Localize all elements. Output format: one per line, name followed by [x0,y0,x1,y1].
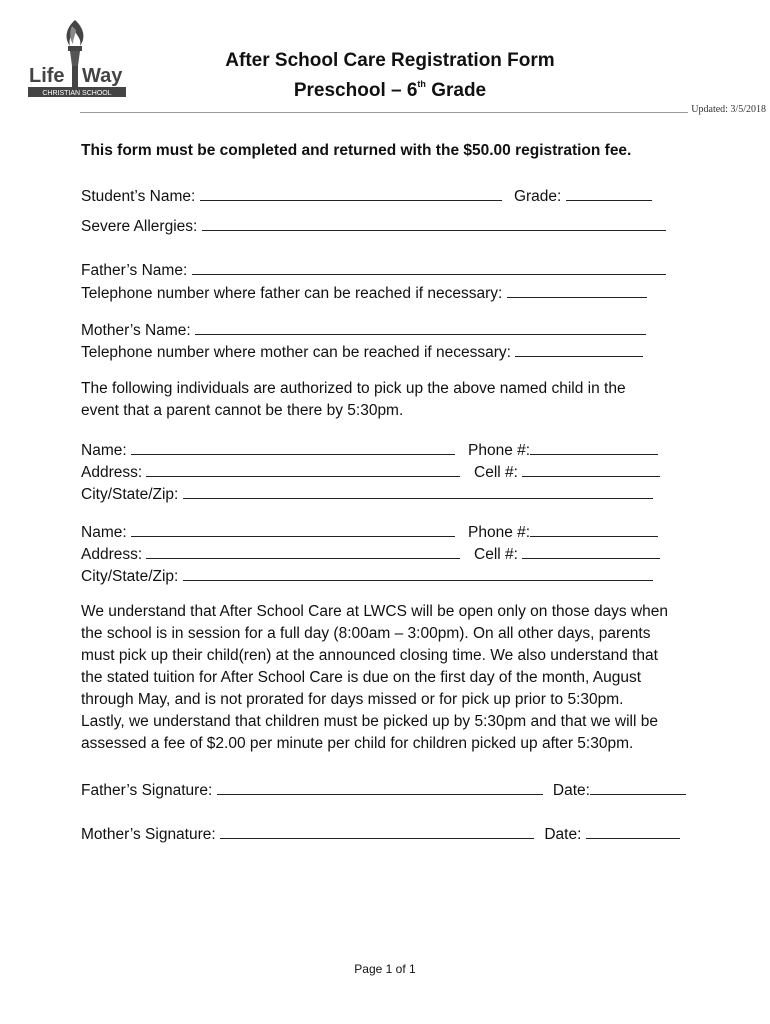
pickup1-city-row: City/State/Zip: [81,484,653,504]
father-name-row: Father’s Name: [81,260,666,280]
policy-line-6: Lastly, we understand that children must be picked up by 5:30pm and that we will be [81,713,658,730]
student-name-field[interactable] [200,186,502,201]
form-subtitle: Preschool – 6th Grade [293,78,487,101]
mother-phone-row: Telephone number where mother can be reached if necessary: [81,342,643,362]
mother-signature-row: Mother’s Signature: Date: [81,824,680,844]
policy-line-1: We understand that After School Care at LWCS will be open only on those days when [81,603,669,620]
pickup2-cell-field[interactable] [522,544,660,559]
pickup2-city-field[interactable] [183,566,653,581]
mother-name-row: Mother’s Name: [81,320,646,340]
pickup1-address-row: Address: [81,462,460,482]
father-date-field[interactable] [590,780,686,795]
logo-word-right: Way [82,65,123,87]
pickup2-address-field[interactable] [146,544,460,559]
father-signature-field[interactable] [217,780,543,795]
pickup2-phone-row: Phone #: [468,522,658,542]
pickup1-phone-field[interactable] [530,440,658,455]
pickup1-city-field[interactable] [183,484,653,499]
pickup2-address-row: Address: [81,544,460,564]
updated-date: Updated: 3/5/2018 [691,104,766,115]
form-title: After School Care Registration Form [225,50,555,71]
student-name-row: Student’s Name: Grade: [81,186,652,206]
policy-line-4: the stated tuition for After School Care is due on the first day of the month, August [81,669,642,686]
father-signature-row: Father’s Signature: Date: [81,780,686,800]
logo-word-left: Life [29,65,65,87]
pickup2-city-row: City/State/Zip: [81,566,653,586]
pickup2-name-row: Name: [81,522,455,542]
pickup1-phone-row: Phone #: [468,440,658,460]
policy-line-5: through May, and is not prorated for days missed or for pick up prior to 5:30pm. [81,691,624,708]
header-divider [80,112,688,113]
mother-name-field[interactable] [195,320,646,335]
allergies-row: Severe Allergies: [81,216,666,236]
father-phone-field[interactable] [507,283,647,298]
pickup2-cell-row: Cell #: [474,544,660,564]
intro-text: This form must be completed and returned with the $50.00 registration fee. [81,142,632,159]
mother-date-field[interactable] [586,824,680,839]
father-name-field[interactable] [192,260,666,275]
pickup2-phone-field[interactable] [530,522,658,537]
page-number: Page 1 of 1 [354,962,416,976]
pickup1-name-field[interactable] [131,440,455,455]
mother-phone-field[interactable] [515,342,643,357]
logo-subtitle: CHRISTIAN SCHOOL [42,90,112,97]
pickup2-name-field[interactable] [131,522,455,537]
pickup1-cell-row: Cell #: [474,462,660,482]
pickup1-address-field[interactable] [146,462,460,477]
pickup1-name-row: Name: [81,440,455,460]
authorized-intro-line-1: The following individuals are authorized to pick up the above named child in the [81,380,626,397]
allergies-field[interactable] [202,216,666,231]
policy-line-3: must pick up their child(ren) at the announced closing time. We also understand that [81,647,658,664]
father-phone-row: Telephone number where father can be reached if necessary: [81,283,647,303]
policy-line-2: the school is in session for a full day (8:00am – 3:00pm). On all other days, parents [81,625,651,642]
mother-signature-field[interactable] [220,824,534,839]
grade-field[interactable] [566,186,652,201]
authorized-intro-line-2: event that a parent cannot be there by 5:30pm. [81,402,404,419]
policy-line-7: assessed a fee of $2.00 per minute per child for children picked up after 5:30pm. [81,735,634,752]
pickup1-cell-field[interactable] [522,462,660,477]
